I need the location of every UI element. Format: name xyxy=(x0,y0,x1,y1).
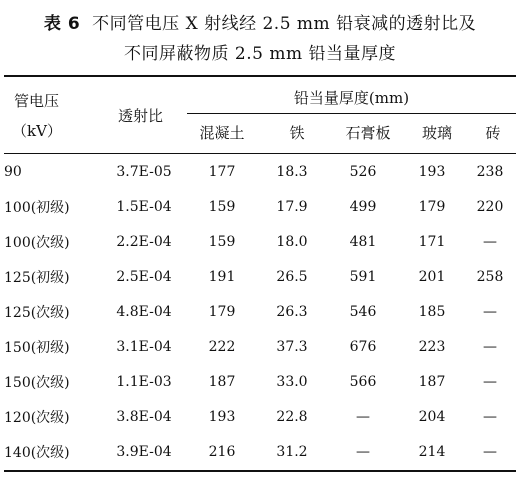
table-caption-line-2: 不同屏蔽物质 2.5 mm 铅当量厚度 xyxy=(124,44,396,64)
header-glass: 玻璃 xyxy=(421,124,452,142)
cell-glass: 179 xyxy=(418,198,446,215)
cell-glass: 214 xyxy=(418,443,446,460)
cell-iron: 26.5 xyxy=(276,268,308,285)
cell-gypsum: 676 xyxy=(349,338,377,355)
cell-concrete: 159 xyxy=(208,198,236,215)
cell-brick: — xyxy=(483,338,497,355)
cell-concrete: 193 xyxy=(208,408,236,425)
cell-brick: — xyxy=(483,233,497,250)
cell-gypsum: 526 xyxy=(349,163,377,180)
table-row xyxy=(4,434,516,469)
header-group-rule xyxy=(187,113,516,114)
cell-glass: 185 xyxy=(418,303,446,320)
cell-gypsum: 499 xyxy=(349,198,377,215)
cell-iron: 17.9 xyxy=(276,198,308,215)
cell-transmission: 1.1E-03 xyxy=(116,373,172,390)
table-row xyxy=(4,329,516,364)
cell-glass: 201 xyxy=(418,268,446,285)
cell-gypsum: 481 xyxy=(349,233,377,250)
header-iron: 铁 xyxy=(289,124,305,142)
cell-transmission: 1.5E-04 xyxy=(116,198,172,215)
header-gypsum: 石膏板 xyxy=(345,124,391,142)
cell-transmission: 3.9E-04 xyxy=(116,443,172,460)
cell-voltage: 100(初级) xyxy=(4,199,70,216)
header-lead-equivalent-group: 铅当量厚度(mm) xyxy=(293,89,410,107)
cell-voltage: 125(次级) xyxy=(4,304,70,321)
header-concrete: 混凝土 xyxy=(199,124,245,142)
header-voltage: 管电压 xyxy=(14,92,60,110)
cell-voltage: 100(次级) xyxy=(4,234,70,251)
cell-brick: — xyxy=(483,443,497,460)
cell-brick: 220 xyxy=(476,198,504,215)
header-voltage-unit: （kV） xyxy=(12,122,62,140)
cell-gypsum: 566 xyxy=(349,373,377,390)
cell-voltage: 90 xyxy=(4,163,22,180)
table-caption-line-1 xyxy=(0,12,520,36)
table-row xyxy=(4,294,516,329)
table-row xyxy=(4,399,516,434)
cell-iron: 31.2 xyxy=(276,443,308,460)
cell-concrete: 177 xyxy=(208,163,236,180)
table-number: 表 6 xyxy=(43,14,81,34)
cell-brick: — xyxy=(483,373,497,390)
cell-concrete: 191 xyxy=(208,268,236,285)
table-top-rule xyxy=(4,75,516,77)
cell-concrete: 179 xyxy=(208,303,236,320)
table-row xyxy=(4,259,516,294)
cell-glass: 193 xyxy=(418,163,446,180)
caption-text-1: 不同管电压 X 射线经 2.5 mm 铅衰减的透射比及 xyxy=(92,14,477,34)
cell-brick: — xyxy=(483,303,497,320)
cell-gypsum: — xyxy=(356,408,370,425)
cell-voltage: 125(初级) xyxy=(4,269,70,286)
cell-transmission: 3.1E-04 xyxy=(116,338,172,355)
table-row xyxy=(4,224,516,259)
cell-glass: 204 xyxy=(418,408,446,425)
cell-iron: 37.3 xyxy=(276,338,308,355)
header-transmission: 透射比 xyxy=(118,107,164,125)
cell-iron: 18.3 xyxy=(276,163,308,180)
cell-transmission: 2.5E-04 xyxy=(116,268,172,285)
cell-glass: 223 xyxy=(418,338,446,355)
cell-concrete: 216 xyxy=(208,443,236,460)
cell-gypsum: — xyxy=(356,443,370,460)
cell-concrete: 222 xyxy=(208,338,236,355)
cell-transmission: 2.2E-04 xyxy=(116,233,172,250)
cell-brick: 238 xyxy=(476,163,504,180)
cell-concrete: 159 xyxy=(208,233,236,250)
table-row xyxy=(4,154,516,189)
cell-voltage: 150(初级) xyxy=(4,339,70,356)
cell-glass: 171 xyxy=(418,233,446,250)
cell-iron: 33.0 xyxy=(276,373,308,390)
table-row xyxy=(4,364,516,399)
cell-gypsum: 591 xyxy=(349,268,377,285)
cell-voltage: 150(次级) xyxy=(4,374,70,391)
data-table xyxy=(4,154,516,469)
cell-iron: 18.0 xyxy=(276,233,308,250)
cell-iron: 26.3 xyxy=(276,303,308,320)
cell-transmission: 4.8E-04 xyxy=(116,303,172,320)
cell-transmission: 3.7E-05 xyxy=(116,163,172,180)
cell-brick: 258 xyxy=(476,268,504,285)
cell-brick: — xyxy=(483,408,497,425)
cell-iron: 22.8 xyxy=(276,408,308,425)
cell-transmission: 3.8E-04 xyxy=(116,408,172,425)
header-brick: 砖 xyxy=(485,124,501,142)
cell-concrete: 187 xyxy=(208,373,236,390)
cell-gypsum: 546 xyxy=(349,303,377,320)
table-row xyxy=(4,189,516,224)
cell-voltage: 140(次级) xyxy=(4,444,70,461)
cell-voltage: 120(次级) xyxy=(4,409,70,426)
cell-glass: 187 xyxy=(418,373,446,390)
table-bottom-rule xyxy=(4,470,516,472)
